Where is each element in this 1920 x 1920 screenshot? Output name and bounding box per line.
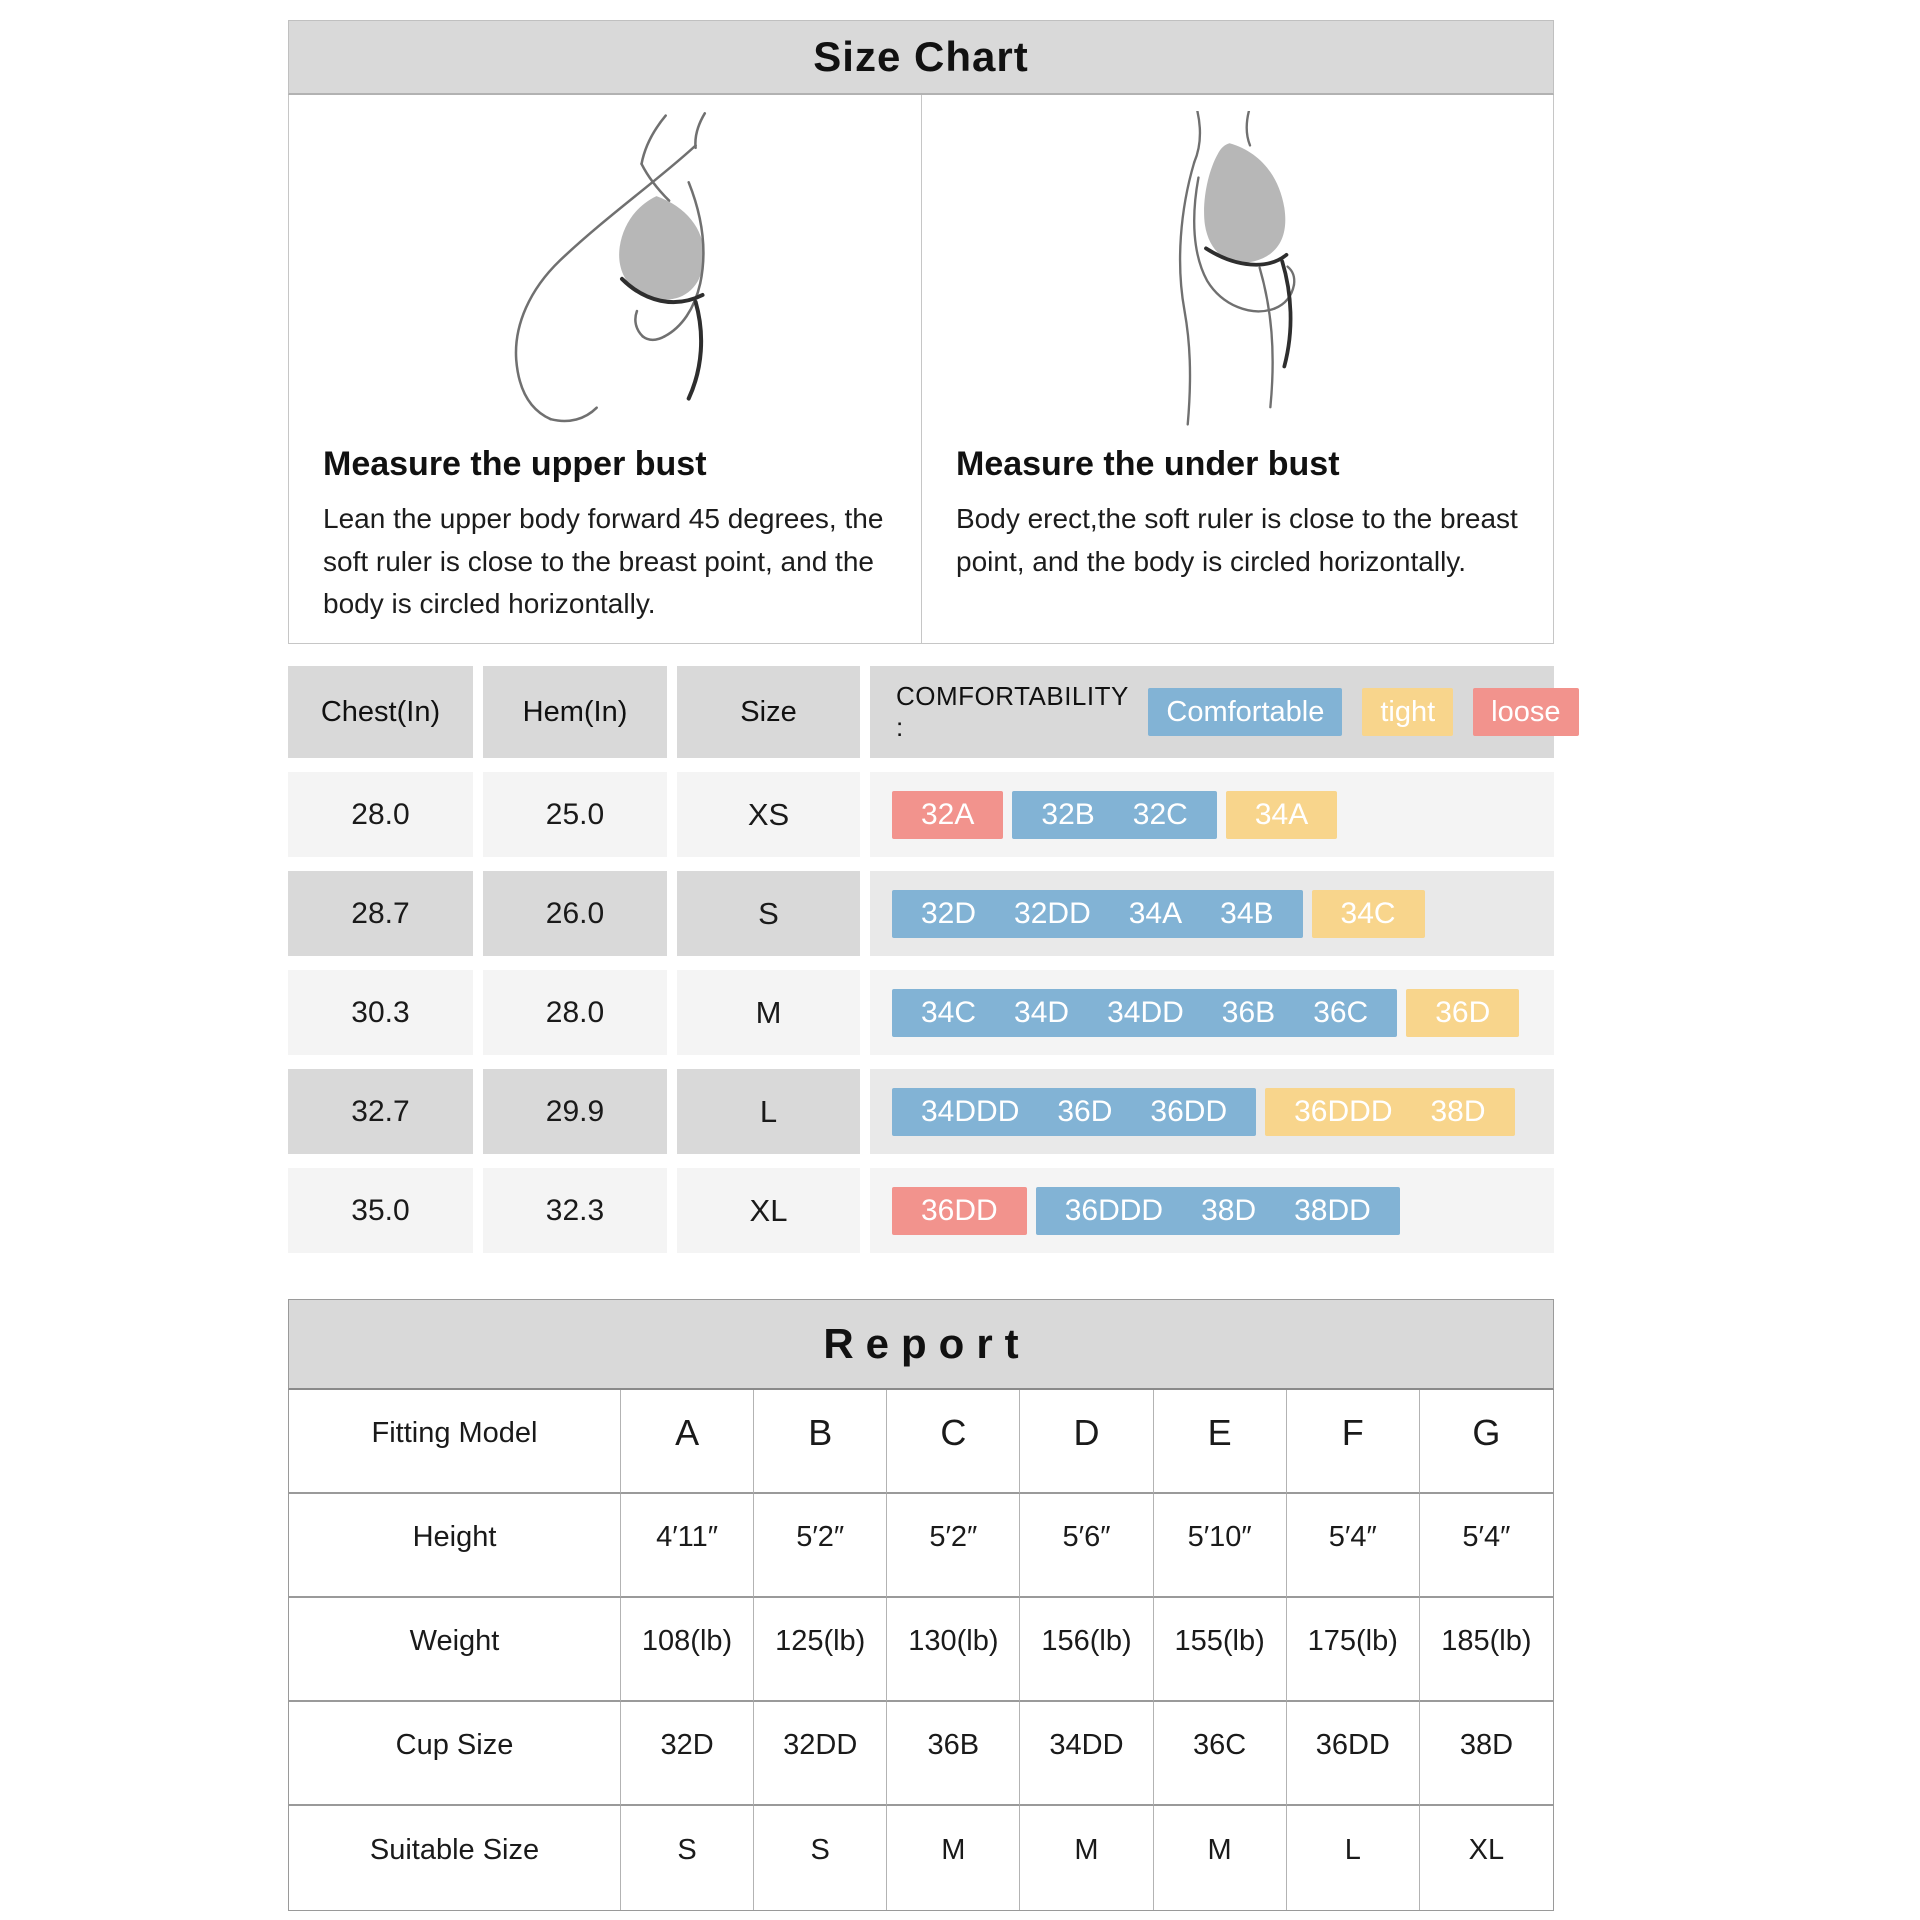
report-cell: 5′4″ — [1287, 1494, 1420, 1598]
report-cell: B — [754, 1390, 887, 1494]
report-cell: 156(lb) — [1020, 1598, 1153, 1702]
comfortability-strip — [870, 772, 1554, 857]
size-chart-infographic — [288, 20, 1561, 1911]
comfortability-header — [870, 666, 1561, 758]
report-cell: 38D — [1420, 1702, 1553, 1806]
hem-value: 25.0 — [483, 772, 667, 857]
size-value: L — [677, 1069, 860, 1154]
report-cell: 125(lb) — [754, 1598, 887, 1702]
hem-value: 26.0 — [483, 871, 667, 956]
hem-value: 29.9 — [483, 1069, 667, 1154]
comfortability-label: COMFORTABILITY : — [896, 681, 1129, 742]
report-cell: 175(lb) — [1287, 1598, 1420, 1702]
bra-size-label: 36DD — [921, 1193, 998, 1227]
measure-upper-bust-panel — [289, 95, 921, 643]
bra-size-chip-tight — [1312, 890, 1425, 938]
report-cell: 36C — [1154, 1702, 1287, 1806]
upper-bust-heading: Measure the upper bust — [323, 445, 707, 483]
bra-size-label: 36D — [1057, 1094, 1113, 1128]
chest-value: 28.7 — [288, 871, 473, 956]
report-cell: E — [1154, 1390, 1287, 1494]
report-cell: 36DD — [1287, 1702, 1420, 1806]
bra-size-chip-comfortable — [1036, 1187, 1400, 1235]
report-title-bar — [288, 1299, 1554, 1390]
bra-size-label: 32D — [921, 896, 977, 930]
bra-size-chip-loose — [892, 791, 1003, 839]
report-cell: C — [887, 1390, 1020, 1494]
report-cell: 130(lb) — [887, 1598, 1020, 1702]
standing-figure-drawing — [1060, 111, 1414, 433]
size-table-header-1: Hem(In) — [483, 666, 667, 758]
comfortability-strip — [870, 970, 1554, 1055]
size-value: XS — [677, 772, 860, 857]
bra-size-chip-comfortable — [892, 890, 1303, 938]
bra-size-label: 36DDD — [1294, 1094, 1393, 1128]
report-cell: F — [1287, 1390, 1420, 1494]
bra-size-label: 34A — [1128, 896, 1183, 930]
under-bust-illustration — [956, 105, 1519, 441]
report-title: Report — [823, 1320, 1031, 1367]
hem-value: 28.0 — [483, 970, 667, 1055]
bra-size-label: 32B — [1041, 797, 1095, 831]
upper-bust-illustration — [323, 105, 887, 441]
size-value: S — [677, 871, 860, 956]
bra-size-label: 34D — [1014, 995, 1070, 1029]
bra-size-label: 34DDD — [921, 1094, 1020, 1128]
upper-bust-instructions: Lean the upper body forward 45 degrees, the soft ruler is close to the breast point, and the body is circled horizontally. — [323, 503, 884, 620]
report-cell: 5′2″ — [887, 1494, 1020, 1598]
report-cell: G — [1420, 1390, 1553, 1494]
size-chart-title: Size Chart — [813, 33, 1029, 80]
report-row-label: Weight — [289, 1598, 621, 1702]
report-cell: 32D — [621, 1702, 754, 1806]
measure-under-bust-panel — [921, 95, 1553, 643]
report-cell: 5′10″ — [1154, 1494, 1287, 1598]
under-bust-instructions: Body erect,the soft ruler is close to the breast point, and the body is circled horizontally. — [956, 503, 1518, 577]
bra-size-chip-tight — [1265, 1088, 1514, 1136]
chest-value: 30.3 — [288, 970, 473, 1055]
size-chart-title-bar — [288, 20, 1554, 95]
report-row-label: Fitting Model — [289, 1390, 621, 1494]
report-table — [288, 1390, 1554, 1911]
report-cell: A — [621, 1390, 754, 1494]
report-cell: M — [1154, 1806, 1287, 1910]
size-table-header-0: Chest(In) — [288, 666, 473, 758]
report-cell: 5′6″ — [1020, 1494, 1153, 1598]
report-cell: 34DD — [1020, 1702, 1153, 1806]
report-cell: 32DD — [754, 1702, 887, 1806]
bra-size-chip-comfortable — [1012, 791, 1216, 839]
chest-value: 28.0 — [288, 772, 473, 857]
report-cell: 5′4″ — [1420, 1494, 1553, 1598]
bra-size-chip-comfortable — [892, 989, 1397, 1037]
report-cell: S — [621, 1806, 754, 1910]
bra-size-label: 32DD — [1014, 896, 1091, 930]
report-cell: M — [887, 1806, 1020, 1910]
report-cell: L — [1287, 1806, 1420, 1910]
measure-panels — [288, 95, 1554, 644]
comfortability-strip — [870, 1069, 1554, 1154]
report-row-label: Suitable Size — [289, 1806, 621, 1910]
bra-size-label: 36D — [1435, 995, 1491, 1029]
legend-chip-comfortable: Comfortable — [1148, 688, 1342, 736]
bra-size-label: 34C — [921, 995, 977, 1029]
size-value: M — [677, 970, 860, 1055]
leaning-figure-drawing — [415, 111, 795, 433]
size-table — [288, 666, 1561, 1253]
bra-size-label: 36C — [1313, 995, 1369, 1029]
report-cell: 185(lb) — [1420, 1598, 1553, 1702]
bra-size-chip-loose — [892, 1187, 1027, 1235]
bra-size-label: 34C — [1340, 896, 1396, 930]
report-cell: 108(lb) — [621, 1598, 754, 1702]
under-bust-heading: Measure the under bust — [956, 445, 1340, 483]
size-value: XL — [677, 1168, 860, 1253]
bra-size-label: 36DDD — [1064, 1193, 1164, 1227]
report-cell: 4′11″ — [621, 1494, 754, 1598]
report-row-label: Cup Size — [289, 1702, 621, 1806]
report-cell: 5′2″ — [754, 1494, 887, 1598]
bra-size-label: 38DD — [1294, 1193, 1371, 1227]
bra-size-label: 32C — [1132, 797, 1188, 831]
legend-chip-loose: loose — [1473, 688, 1578, 736]
bra-size-label: 36B — [1221, 995, 1276, 1029]
chest-value: 35.0 — [288, 1168, 473, 1253]
report-cell: D — [1020, 1390, 1153, 1494]
bra-size-chip-tight — [1226, 791, 1337, 839]
bra-size-label: 34B — [1220, 896, 1274, 930]
bra-size-chip-comfortable — [892, 1088, 1256, 1136]
report-cell: M — [1020, 1806, 1153, 1910]
bra-size-label: 36DD — [1150, 1094, 1228, 1128]
report-cell: 155(lb) — [1154, 1598, 1287, 1702]
bra-size-chip-tight — [1406, 989, 1519, 1037]
report-cell: XL — [1420, 1806, 1553, 1910]
legend-chip-tight: tight — [1362, 688, 1453, 736]
bra-size-label: 34A — [1254, 797, 1309, 831]
bra-size-label: 32A — [921, 797, 975, 831]
report-cell: 36B — [887, 1702, 1020, 1806]
comfortability-strip — [870, 1168, 1554, 1253]
bra-size-label: 38D — [1201, 1193, 1257, 1227]
comfortability-strip — [870, 871, 1554, 956]
hem-value: 32.3 — [483, 1168, 667, 1253]
report-row-label: Height — [289, 1494, 621, 1598]
report-cell: S — [754, 1806, 887, 1910]
bra-size-label: 34DD — [1107, 995, 1184, 1029]
size-table-header-2: Size — [677, 666, 860, 758]
bra-size-label: 38D — [1430, 1094, 1486, 1128]
chest-value: 32.7 — [288, 1069, 473, 1154]
